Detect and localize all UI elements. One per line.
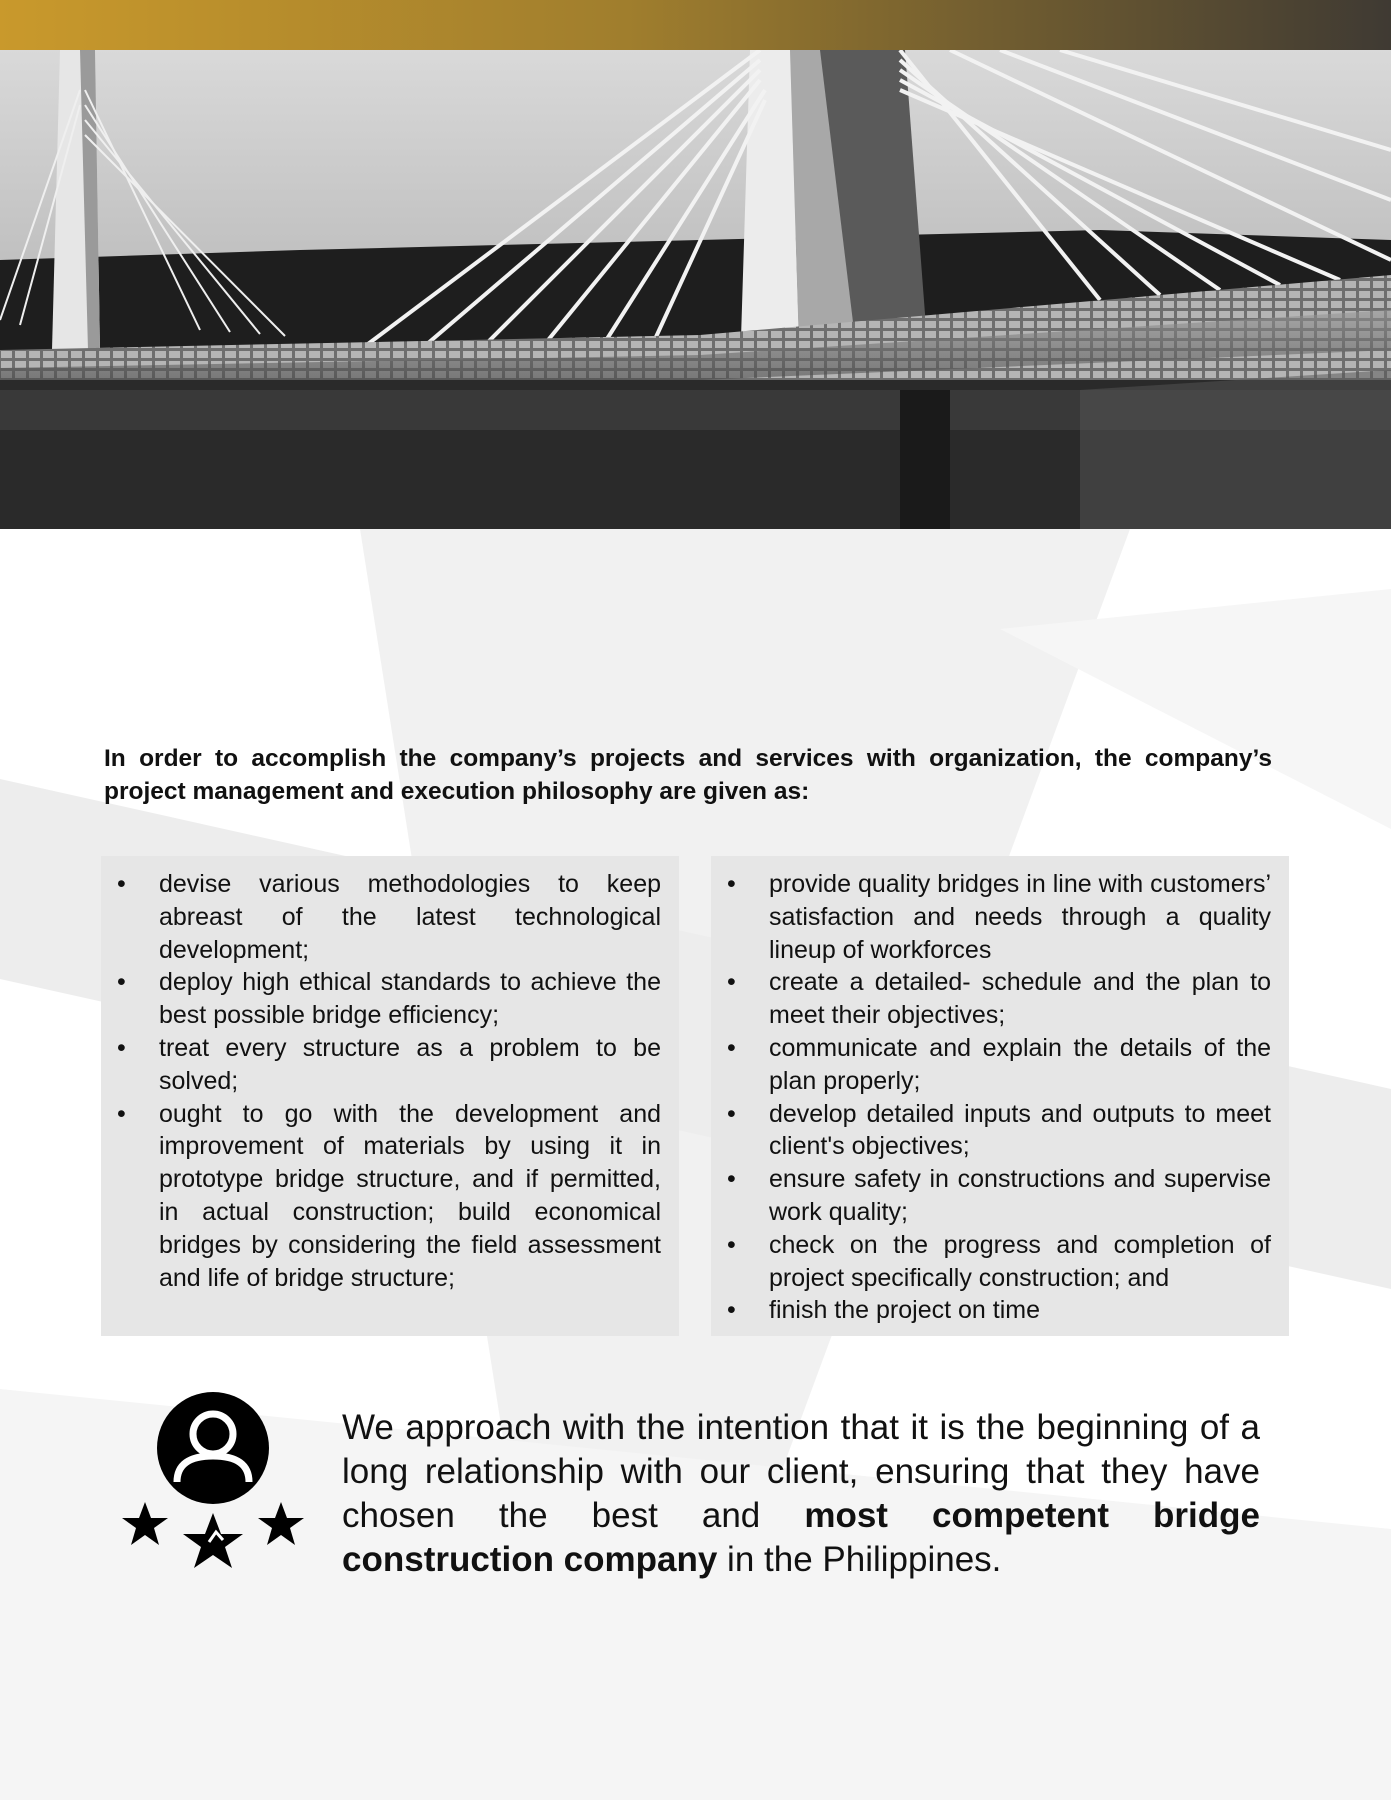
- bullet-icon: •: [727, 870, 736, 898]
- list-item: • treat every structure as a problem to be solved;: [117, 1033, 661, 1095]
- bullet-icon: •: [727, 1230, 736, 1259]
- list-item: • devise various methodologies to keep abreast of the latest technological development;: [117, 870, 661, 964]
- list-item: • deploy high ethical standards to achieve the best possible bridge efficiency;: [117, 968, 661, 1030]
- list-item: • develop detailed inputs and outputs to meet client's objectives;: [727, 1099, 1271, 1161]
- bullet-icon: •: [727, 968, 736, 997]
- list-item: • ensure safety in constructions and supervise work quality;: [727, 1165, 1271, 1226]
- list-item: • check on the progress and completion of project specifically construction; and: [727, 1230, 1271, 1292]
- closing-emphasis: most competent bridge construction company: [342, 1496, 1260, 1579]
- hero-bridge-image: [0, 50, 1391, 529]
- list-item: • ought to go with the development and improvement of materials by using it in prototype bridge structure, and if permitted, in actual construction; build economical bridges by considering the field assessment and life of bridge structure;: [117, 1099, 661, 1292]
- list-item: • provide quality bridges in line with customers’ satisfaction and needs through a quality lineup of workforces: [727, 870, 1271, 964]
- list-item: • finish the project on time: [711, 1294, 1271, 1327]
- left-bullet-list: [101, 856, 679, 1294]
- bullet-icon: •: [727, 1165, 736, 1194]
- top-accent-bar: [0, 0, 1391, 50]
- bullet-icon: •: [727, 1099, 736, 1128]
- right-bullet-panel: [711, 856, 1289, 1336]
- intro-paragraph: In order to accomplish the company’s projects and services with organization, the company’s project management and execution philosophy are given as:: [104, 745, 1272, 805]
- user-with-stars-icon: [113, 1390, 313, 1590]
- left-bullet-panel: [101, 856, 679, 1336]
- closing-statement: We approach with the intention that it is the beginning of a long relationship with our client, ensuring that they have chosen the best and most competent bridge construction company in the Philippines.: [342, 1408, 1260, 1579]
- bullet-icon: •: [727, 1296, 736, 1325]
- bullet-icon: •: [117, 1033, 126, 1062]
- list-item: • create a detailed- schedule and the plan to meet their objectives;: [727, 968, 1271, 1030]
- bullet-icon: •: [117, 870, 126, 898]
- bullet-icon: •: [117, 1099, 126, 1128]
- list-item: • communicate and explain the details of the plan properly;: [727, 1033, 1271, 1095]
- bullet-icon: •: [727, 1033, 736, 1062]
- bullet-icon: •: [117, 968, 126, 997]
- right-bullet-list: [711, 856, 1289, 1327]
